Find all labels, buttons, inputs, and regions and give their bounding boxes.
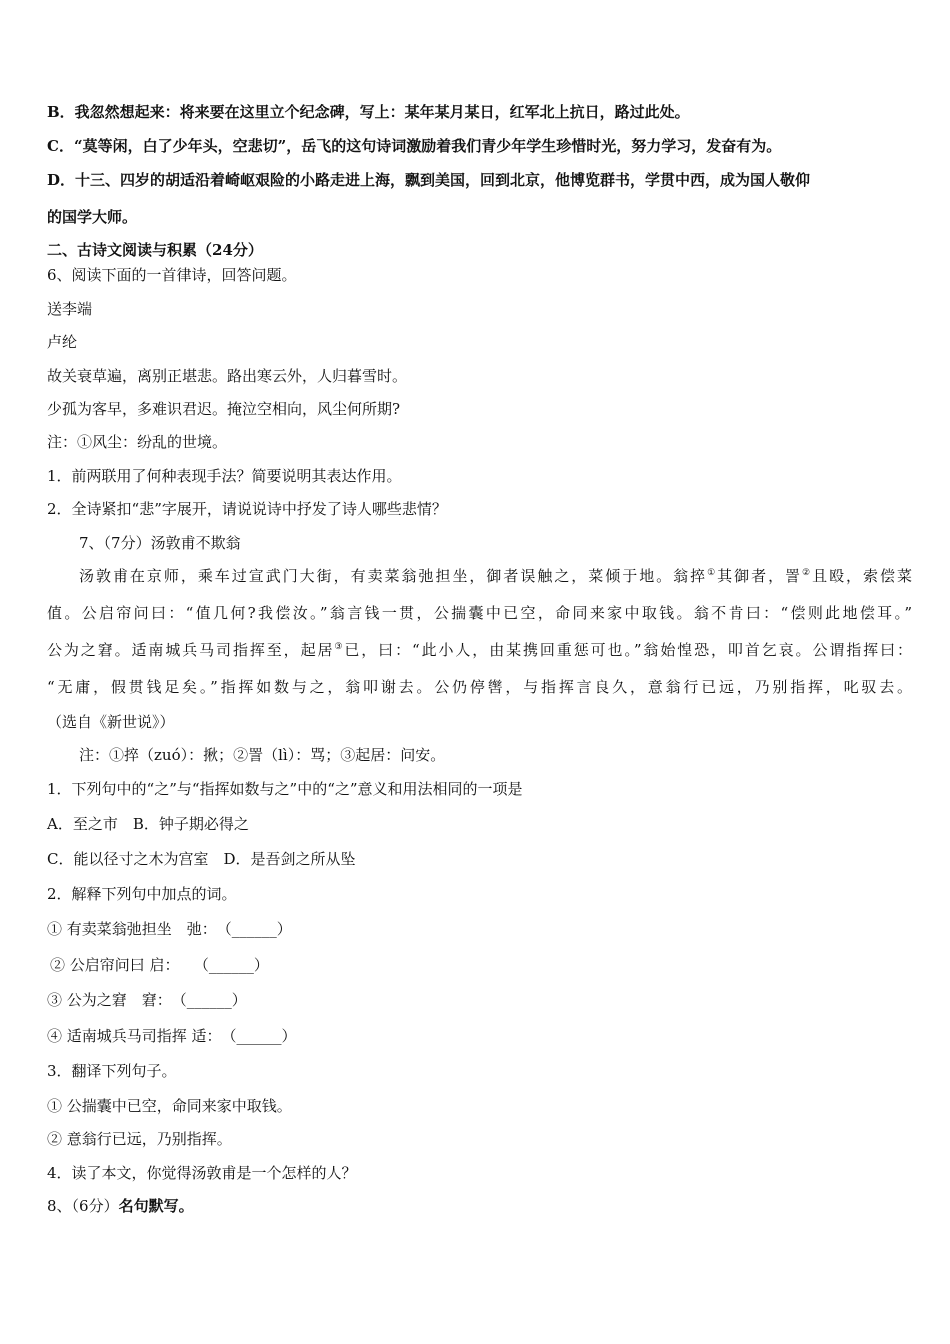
q7-sub3: 3．翻译下列句子。 [47,1062,177,1080]
explain-item-1 [47,919,910,939]
answer-blank[interactable]: （______） [171,991,247,1009]
poem-note: 注：①风尘：纷乱的世境。 [47,433,228,451]
explain-item-2 [50,955,910,975]
q7-title: 7、（7分）汤敦甫不欺翁 [79,534,241,552]
section-title: 二、古诗文阅读与积累（24分） [47,241,263,259]
passage-text: 汤敦甫在京师，乘车过宣武门大街，有卖菜翁弛担坐，御者误触之，菜倾于地。翁捽 [79,567,708,585]
q6-sub1: 1．前两联用了何种表现手法？简要说明其表达作用。 [47,467,402,485]
answer-blank[interactable]: （______） [216,920,292,938]
q7-options-cd: C．能以径寸之木为宫室 D．是吾剑之所从坠 [47,850,356,868]
translate-item-1: ① 公揣囊中已空，命同来家中取钱。 [47,1097,292,1115]
footnote-mark: ② [802,568,813,578]
passage-source: （选自《新世说》） [47,713,175,731]
explain-text: ① 有卖菜翁弛担坐 弛： [47,920,217,938]
explain-text: ④ 适南城兵马司指挥 适： [47,1027,222,1045]
option-d-line2: 的国学大师。 [47,208,138,226]
answer-blank[interactable]: （______） [221,1027,297,1045]
poem-line-2: 少孤为客早，多难识君迟。掩泣空相向，风尘何所期? [47,400,401,418]
footnote-mark: ① [707,568,718,578]
explain-item-4 [47,1026,910,1046]
explain-item-3 [47,990,910,1010]
q6-sub2: 2．全诗紧扣“悲”字展开，请说说诗中抒发了诗人哪些悲情？ [47,500,447,518]
translate-item-2: ② 意翁行已远，乃别指挥。 [47,1130,232,1148]
q6-prompt: 6、阅读下面的一首律诗，回答问题。 [47,266,297,284]
passage-line-3 [47,640,912,660]
option-b: B．我忽然想起来：将来要在这里立个纪念碑，写上：某年某月某日，红军北上抗日，路过此处。 [47,103,690,121]
poem-author: 卢纶 [47,333,78,351]
q7-sub4: 4．读了本文，你觉得汤敦甫是一个怎样的人？ [47,1164,357,1182]
explain-text: ③ 公为之窘 窘： [47,991,172,1009]
q8-title [47,1196,910,1216]
q7-sub1: 1．下列句中的“之”与“指挥如数与之”中的“之”意义和用法相同的一项是 [47,780,523,798]
q8-heading: 名句默写。 [118,1197,194,1215]
poem-line-1: 故关衰草遍，离别正堪悲。路出寒云外，人归暮雪时。 [47,367,408,385]
q7-sub2: 2．解释下列句中加点的词。 [47,885,237,903]
passage-line-1 [79,566,912,586]
q7-options-ab: A．至之市 B．钟子期必得之 [47,815,249,833]
answer-blank[interactable]: （______） [193,956,269,974]
passage-text: 其御者，詈 [717,567,803,585]
passage-line-2: 值。公启帘问曰：“值几何?我偿汝。”翁言钱一贯，公揣囊中已空，命同来家中取钱。翁不肯曰：“偿则此地偿耳。” [47,604,912,622]
passage-line-4: “无庸，假贯钱足矣。”指挥如数与之，翁叩谢去。公仍停辔，与指挥言良久，意翁行已远，乃别指挥，叱驭去。 [47,678,912,696]
q8-prefix: 8、（6分） [47,1197,119,1215]
passage-text: 且殴，索偿菜 [812,567,912,585]
passage-text: 已，曰：“此小人，由某携回重惩可也。”翁始惶恐，叩首乞哀。公谓指挥曰： [344,641,912,659]
option-d-line1: D．十三、四岁的胡适沿着崎岖艰险的小路走进上海，飘到美国，回到北京，他博览群书，学贯中西，成为国人敬仰 [47,171,811,189]
passage-note: 注：①捽（zuó）：揪；②詈（lì）：骂；③起居：问安。 [79,746,446,764]
explain-text: ② 公启帘问曰 启： [50,956,180,974]
passage-text: 公为之窘。适南城兵马司指挥至，起居 [47,641,335,659]
footnote-mark: ③ [334,642,345,652]
poem-title: 送李端 [47,300,93,318]
option-c: C．“莫等闲，白了少年头，空悲切”，岳飞的这句诗词激励着我们青少年学生珍惜时光，努力学习，发奋有为。 [47,137,782,155]
